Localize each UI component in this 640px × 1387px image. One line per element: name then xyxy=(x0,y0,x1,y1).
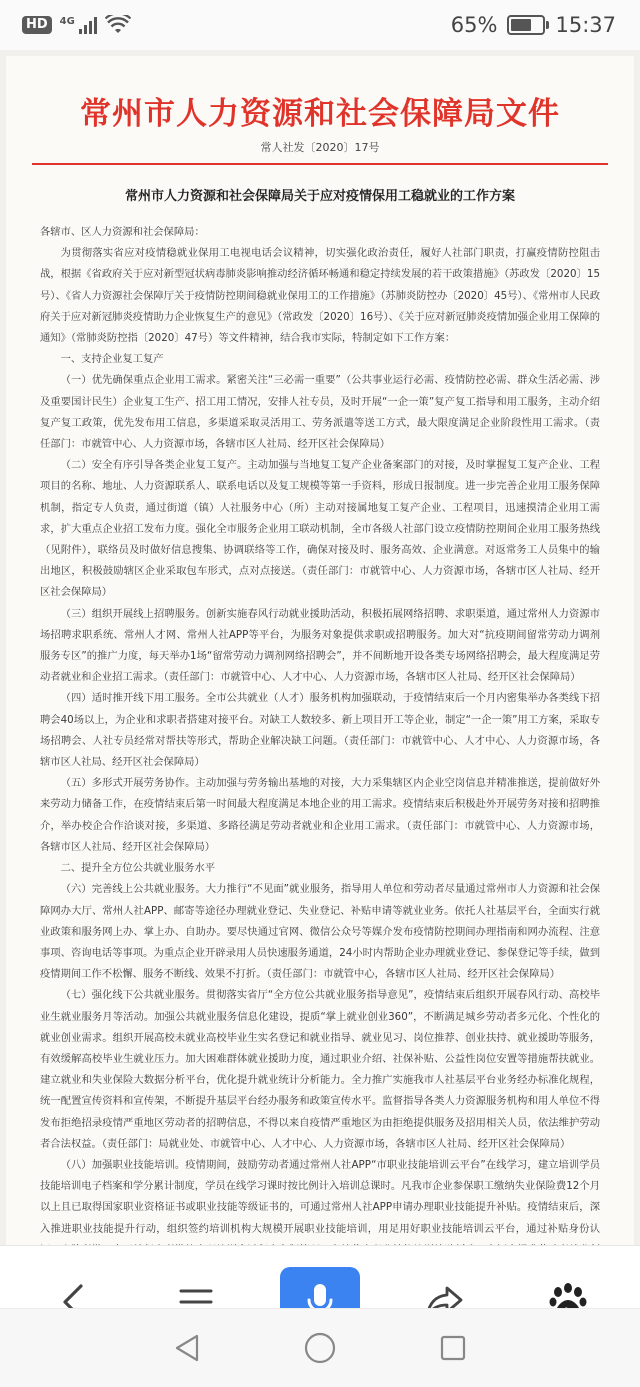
battery-fill xyxy=(511,19,531,31)
signal-icon xyxy=(79,16,97,34)
nav-back-button[interactable] xyxy=(157,1318,217,1378)
nav-home-button[interactable] xyxy=(290,1318,350,1378)
document-header: 常州市人力资源和社会保障局文件 xyxy=(80,96,560,132)
paragraph: （七）强化线下公共就业服务。贯彻落实省厅“全方位公共就业服务指导意见”，疫情结束后组织开展春风行动、高校毕业生就业服务月等活动。加强公共就业服务信息化建设，提质“掌上就业创业360”，不断满足城乡劳动者多元化、个性化的就业创业需求。组织开展高校未就业高校毕业生实名登记和就业指导、就业见习、岗位推荐、创业扶持、就业援助等服务，有效缓解高校毕业生就业压力。加大困难群体就业援助力度，通过职业介绍、社保补贴、公益性岗位安置等措施帮扶就业。建立就业和失业保险大数据分析平台，优化提升就业统计分析能力。全力推广实施我市人社基层平台业务经办标准化规程，统一配置宣传资料和宣传架，不断提升基层平台经办服务和政策宣传水平。监督指导各类人力资源服务机构和用人单位不得发布拒绝招录疫情严重地区劳动者的招聘信息，不得以来自疫情严重地区为由拒绝提供服务及招用相关人员，依法维护劳动者合法权益。（责任部门：局就业处、市就管中心、人才中心、人力资源市场，各辖市区人社局、经开区社会保障局） xyxy=(40,989,600,1150)
paragraph: （八）加强职业技能培训。疫情期间，鼓励劳动者通过常州人社APP“市职业技能培训云平台”在线学习，建立培训学员技能培训电子档案和学分累计制度，学员在线学习课时按比例计入培训总课时。凡我市企业参保职工缴纳失业保险费12个月以上且已取得国家职业资格证书或职业技能等级证书的，可通过常州人社APP申请办理职业技能提升补贴。疫情结束后，深入推进职业技能提升行动，组织签约培训机构大规模开展职业技能培训，用足用好职业技能培训云平台，通过补贴身份认 xyxy=(40,1158,600,1235)
paragraph: （一）优先确保重点企业用工需求。紧密关注“三必需一重要”（公共事业运行必需、疫情防控必需、群众生活必需、涉及重要国计民生）企业复工生产、招工用工情况，安排人社专员，及时开展“一企一策”复产复工指导和用工服务，主动介绍复产复工政策，优先发布用工信息，多渠道采取灵活用工、劳务派遣等送工方式，最大限度满足企业阶段性用工需求。（责任部门：市就管中心、人力资源市场，各辖市区人社局、经开区社会保障局） xyxy=(40,374,600,451)
paragraph: （五）多形式开展劳务协作。主动加强与劳务输出基地的对接，大力采集辖区内企业空岗信息并精准推送，提前做好外来劳动力储备工作，在疫情结束后第一时间最大程度满足本地企业的用工需求。疫情结束后积极赴外开展劳务对接和招聘推介，举办校企合作洽谈对接，多渠道、多路径满足劳动者就业和企业用工需求。（责任部门：市就管中心、人力资源市场，各辖市区人社局、经开区社会保障局） xyxy=(40,777,600,853)
hd-icon: HD xyxy=(22,16,52,34)
circle-home-icon xyxy=(303,1331,337,1365)
paragraph: （六）完善线上公共就业服务。大力推行“不见面”就业服务，指导用人单位和劳动者尽量通过常州市人力资源和社会保障网办大厅、常州人社APP、邮寄等途径办理就业登记、失业登记、补贴申请等就业业务。依托人社基层平台，全面实行就业政策和服务网上办、掌上办、自助办。要尽快通过官网、微信公众号等媒介发布疫情防控期间办理指南和网办流程、注意事项、咨询电话等事项。为重点企业开辟录用人员快速服务通道，24小时内帮助企业办理就业登记、参保登记等手续，做到疫情期间工作不松懈、服务不断线、效果不打折。（责任部门：市就管中心，各辖市区人社局、经开区社会保障局） xyxy=(40,883,600,981)
navigation-bar xyxy=(0,1308,640,1387)
paragraph: （二）安全有序引导各类企业复工复产。主动加强与当地复工复产企业备案部门的对接，及时掌握复工复产企业、工程项目的名称、地址、人力资源联系人、联系电话以及复工规模等第一手资料，形成日报制度。进一步完善企业用工服务保障机制，指定专人负责，通过街道（镇）人社服务中心（所）主动对接属地复工复产企业、工程项目，迅速摸清企业用工需求，扩大重点企业招工发布力度。强化全市服务企业用工联动机制，全市各级人社部门设立疫情防控期间企业用工服务热线（见附件），联络员及时做好信息搜集、协调联络等工作，确保对接及时、服务高效、企业满意。对返常务工人员集中的输出地区，积极鼓励辖区企业采取包车形式，点对点接送。（责任部门：市就管中心、人力资源市场，各辖市区人社局、经开区社会保障局） xyxy=(40,459,600,599)
status-bar xyxy=(0,0,640,50)
triangle-back-icon xyxy=(172,1332,202,1364)
battery-percent: 65% xyxy=(450,13,498,37)
nav-recents-button[interactable] xyxy=(423,1318,483,1378)
document-number: 常人社发〔2020〕17号 xyxy=(260,141,380,154)
status-left xyxy=(22,15,131,35)
network-type-label: 4G xyxy=(59,15,75,27)
square-recents-icon xyxy=(438,1333,468,1363)
paragraph: （四）适时推开线下用工服务。全市公共就业（人才）服务机构加强联动，于疫情结束后一个月内密集举办各类线下招聘会40场以上，为企业和求职者搭建对接平台。对缺工人数较多、新上项目开工等企业，制定“一企一策”用工方案，采取专场招聘会、人社专员经常对帮扶等形式，帮助企业解决缺工问题。（责任部门：市就管中心、人才中心、人力资源市场，各辖市区人社局、经开区社会保障局） xyxy=(40,692,600,769)
paragraph: （三）组织开展线上招聘服务。创新实施春风行动就业援助活动，积极拓展网络招聘、求职渠道，通过常州人力资源市场招聘求职系统、常州人才网、常州人社APP等平台，为服务对象提供求职或招聘服务。加大对“抗疫期间留常劳动力调剂服务专区”的推广力度，每天举办1场“留常劳动力调剂网络招聘会”，并不间断地开设各类专场网络招聘会，最大程度满足劳动者就业和企业招工需求。（责任部门：市就管中心、人才中心、人力资源市场，各辖市区人社局、经开区社会保障局） xyxy=(40,607,600,684)
clock: 15:37 xyxy=(555,13,616,37)
section-heading: 一、支持企业复工复产 xyxy=(60,353,164,366)
battery-icon xyxy=(507,15,545,35)
document-title: 常州市人力资源和社会保障局关于应对疫情保用工稳就业的工作方案 xyxy=(124,189,515,204)
paragraph: 为贯彻落实省应对疫情稳就业保用工电视电话会议精神，切实强化政治责任，履好人社部门职责，打赢疫情防控阻击战，根据《省政府关于应对新型冠状病毒肺炎影响推动经济循环畅通和稳定持续发展的若干政策措施》（苏政发〔2020〕15号）、《省人力资源社会保障厅关于疫情防控期间稳就业保用工的工作措施》（苏肺炎防控办〔2020〕45号）、《常州市人民政府关于应对新冠肺炎疫情助力企业恢复生产的意见》（常政发〔2020〕16号）、《关于应对新冠肺炎疫情加强企业用工保障的通知》（常肺炎防控指〔2020〕47号）等文件精神，结合我市实际，特制定如下工作方案： xyxy=(40,247,600,345)
status-right xyxy=(451,13,616,37)
paragraph: 各辖市、区人力资源和社会保障局： xyxy=(40,226,205,238)
document-body xyxy=(40,222,600,1295)
red-divider xyxy=(32,163,608,165)
document-page xyxy=(6,56,634,1295)
wifi-icon xyxy=(105,15,131,35)
section-heading: 二、提升全方位公共就业服务水平 xyxy=(60,862,216,875)
document-viewer[interactable] xyxy=(0,50,640,1295)
